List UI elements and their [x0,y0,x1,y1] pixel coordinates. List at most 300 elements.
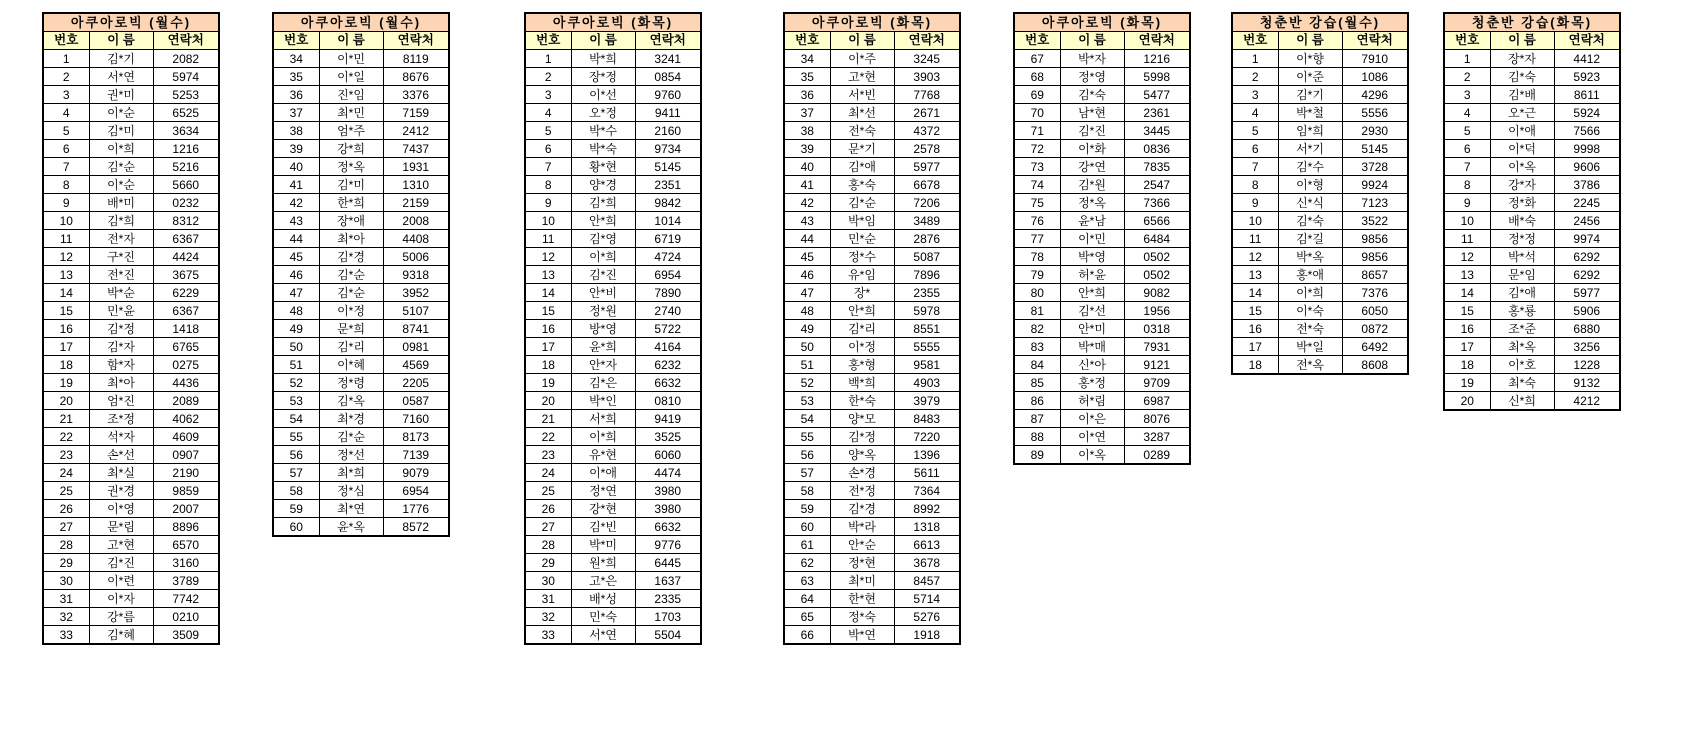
cell-number: 3 [1444,86,1490,104]
cell-number: 19 [1444,374,1490,392]
cell-contact: 0275 [153,356,219,374]
table-row [273,122,449,140]
cell-contact: 5145 [635,158,701,176]
cell-number: 40 [273,158,319,176]
table-row [1014,194,1190,212]
cell-contact: 6613 [894,536,960,554]
cell-contact: 9419 [635,410,701,428]
cell-contact: 7910 [1342,50,1408,68]
table-row [1014,50,1190,68]
table-row [1232,266,1408,284]
cell-number: 8 [1232,176,1278,194]
cell-name: 안*희 [1060,284,1124,302]
cell-name: 박*라 [830,518,894,536]
roster-table [783,12,961,645]
cell-contact: 1216 [1124,50,1190,68]
column-header: 연락처 [1554,32,1620,50]
cell-contact: 0502 [1124,248,1190,266]
cell-number: 4 [43,104,89,122]
table-row [43,356,219,374]
table-row [525,590,701,608]
cell-number: 39 [273,140,319,158]
cell-contact: 0907 [153,446,219,464]
cell-contact: 1310 [383,176,449,194]
cell-contact: 3728 [1342,158,1408,176]
cell-name: 박*희 [571,50,635,68]
table-row [1014,158,1190,176]
cell-contact: 0502 [1124,266,1190,284]
cell-name: 이*옥 [1490,158,1554,176]
cell-number: 27 [43,518,89,536]
cell-number: 14 [525,284,571,302]
cell-number: 41 [784,176,830,194]
table-row [784,410,960,428]
cell-number: 79 [1014,266,1060,284]
column-header: 번호 [1014,32,1060,50]
cell-number: 54 [273,410,319,428]
table-row [43,392,219,410]
cell-contact: 0872 [1342,320,1408,338]
table-row [273,410,449,428]
cell-contact: 4609 [153,428,219,446]
cell-number: 3 [1232,86,1278,104]
cell-number: 37 [273,104,319,122]
cell-contact: 9606 [1554,158,1620,176]
cell-number: 1 [1232,50,1278,68]
cell-name: 홍*숙 [830,176,894,194]
table-row [525,374,701,392]
table-title: 청춘반 강습(화목) [1444,13,1620,32]
cell-number: 26 [525,500,571,518]
cell-name: 서*희 [571,410,635,428]
table-row [1232,230,1408,248]
cell-number: 38 [784,122,830,140]
cell-contact: 6445 [635,554,701,572]
cell-contact: 6880 [1554,320,1620,338]
table-row [525,392,701,410]
cell-name: 황*현 [571,158,635,176]
column-header: 연락처 [894,32,960,50]
cell-name: 양*옥 [830,446,894,464]
cell-contact: 0232 [153,194,219,212]
column-header: 번호 [784,32,830,50]
cell-number: 14 [43,284,89,302]
cell-name: 고*은 [571,572,635,590]
cell-contact: 8076 [1124,410,1190,428]
cell-number: 21 [525,410,571,428]
table-row [784,554,960,572]
table-row [1444,356,1620,374]
cell-number: 5 [1232,122,1278,140]
cell-number: 68 [1014,68,1060,86]
cell-name: 이*화 [1060,140,1124,158]
cell-name: 이*희 [571,248,635,266]
cell-contact: 3287 [1124,428,1190,446]
cell-number: 10 [43,212,89,230]
table-row [784,482,960,500]
cell-name: 박*순 [89,284,153,302]
cell-name: 전*정 [830,482,894,500]
cell-contact: 5216 [153,158,219,176]
table-row [1444,140,1620,158]
cell-contact: 4424 [153,248,219,266]
table-row [784,428,960,446]
cell-number: 48 [273,302,319,320]
cell-number: 31 [43,590,89,608]
cell-name: 홍*정 [1060,374,1124,392]
cell-contact: 2159 [383,194,449,212]
cell-number: 6 [525,140,571,158]
cell-name: 조*준 [1490,320,1554,338]
cell-name: 박*옥 [1278,248,1342,266]
table-row [525,176,701,194]
table-row [1444,338,1620,356]
cell-name: 이*영 [89,500,153,518]
cell-name: 고*현 [89,536,153,554]
cell-name: 권*경 [89,482,153,500]
table-row [1014,428,1190,446]
cell-contact: 8896 [153,518,219,536]
cell-contact: 3675 [153,266,219,284]
cell-number: 44 [784,230,830,248]
table-row [784,536,960,554]
cell-number: 20 [1444,392,1490,411]
cell-number: 74 [1014,176,1060,194]
cell-name: 김*경 [830,500,894,518]
cell-name: 박*영 [1060,248,1124,266]
cell-number: 55 [784,428,830,446]
table-row [1444,248,1620,266]
table-row [1444,212,1620,230]
table-row [273,266,449,284]
table-row [1444,194,1620,212]
cell-contact: 5977 [1554,284,1620,302]
cell-number: 7 [1444,158,1490,176]
cell-name: 정*심 [319,482,383,500]
cell-contact: 9121 [1124,356,1190,374]
table-row [1014,212,1190,230]
cell-number: 56 [784,446,830,464]
cell-name: 전*숙 [1278,320,1342,338]
cell-number: 22 [525,428,571,446]
cell-name: 강*희 [319,140,383,158]
cell-number: 4 [1444,104,1490,122]
table-row [1444,284,1620,302]
cell-name: 조*정 [89,410,153,428]
table-row [273,140,449,158]
cell-name: 김*순 [319,284,383,302]
cell-number: 35 [784,68,830,86]
cell-name: 박*철 [1278,104,1342,122]
cell-name: 배*미 [89,194,153,212]
column-header: 번호 [525,32,571,50]
table-row [43,320,219,338]
table-row [43,446,219,464]
cell-contact: 2335 [635,590,701,608]
cell-name: 김*혜 [89,626,153,645]
cell-name: 이*민 [1060,230,1124,248]
cell-contact: 5906 [1554,302,1620,320]
table-row [43,500,219,518]
cell-contact: 6525 [153,104,219,122]
cell-name: 전*진 [89,266,153,284]
cell-contact: 6570 [153,536,219,554]
cell-contact: 7931 [1124,338,1190,356]
cell-contact: 1216 [153,140,219,158]
cell-contact: 2082 [153,50,219,68]
table-row [43,518,219,536]
table-row [1014,356,1190,374]
cell-name: 김*기 [89,50,153,68]
cell-number: 41 [273,176,319,194]
cell-number: 14 [1444,284,1490,302]
cell-number: 43 [273,212,319,230]
cell-contact: 4724 [635,248,701,266]
cell-name: 한*숙 [830,392,894,410]
cell-number: 12 [1232,248,1278,266]
cell-contact: 1014 [635,212,701,230]
cell-number: 37 [784,104,830,122]
cell-number: 82 [1014,320,1060,338]
table-title: 아쿠아로빅 (화목) [525,13,701,32]
cell-number: 34 [273,50,319,68]
table-row [784,320,960,338]
table-row [784,392,960,410]
cell-number: 31 [525,590,571,608]
cell-number: 11 [525,230,571,248]
cell-number: 4 [1232,104,1278,122]
table-row [43,104,219,122]
table-row [525,356,701,374]
cell-contact: 5977 [894,158,960,176]
cell-number: 33 [525,626,571,645]
cell-name: 이*옥 [1060,446,1124,465]
column-header: 연락처 [383,32,449,50]
table-row [784,158,960,176]
cell-number: 49 [784,320,830,338]
cell-name: 강*현 [571,500,635,518]
cell-name: 문*임 [1490,266,1554,284]
cell-number: 70 [1014,104,1060,122]
cell-number: 52 [784,374,830,392]
cell-contact: 6954 [635,266,701,284]
cell-contact: 1776 [383,500,449,518]
cell-number: 24 [43,464,89,482]
table-row [43,50,219,68]
table-title: 아쿠아로빅 (화목) [1014,13,1190,32]
table-row [784,230,960,248]
cell-contact: 3160 [153,554,219,572]
table-row [784,212,960,230]
cell-number: 32 [43,608,89,626]
cell-contact: 5276 [894,608,960,626]
cell-number: 39 [784,140,830,158]
cell-name: 박*미 [571,536,635,554]
table-row [273,86,449,104]
cell-contact: 0318 [1124,320,1190,338]
cell-number: 12 [43,248,89,266]
cell-name: 정*수 [830,248,894,266]
cell-name: 최*아 [89,374,153,392]
table-row [273,338,449,356]
table-row [1014,266,1190,284]
cell-number: 19 [43,374,89,392]
table-row [273,482,449,500]
table-row [1014,392,1190,410]
cell-number: 53 [273,392,319,410]
cell-number: 29 [43,554,89,572]
cell-number: 84 [1014,356,1060,374]
cell-contact: 7364 [894,482,960,500]
cell-contact: 6060 [635,446,701,464]
cell-contact: 0810 [635,392,701,410]
cell-contact: 2160 [635,122,701,140]
cell-contact: 6954 [383,482,449,500]
table-row [1232,212,1408,230]
cell-name: 정*옥 [1060,194,1124,212]
cell-number: 13 [1232,266,1278,284]
cell-name: 김*희 [89,212,153,230]
cell-name: 한*현 [830,590,894,608]
cell-name: 오*근 [1490,104,1554,122]
table-row [43,140,219,158]
cell-contact: 6566 [1124,212,1190,230]
cell-number: 25 [525,482,571,500]
table-row [1232,158,1408,176]
cell-number: 56 [273,446,319,464]
cell-number: 10 [1232,212,1278,230]
cell-contact: 8572 [383,518,449,537]
cell-name: 이*연 [1060,428,1124,446]
cell-contact: 1931 [383,158,449,176]
cell-number: 7 [1232,158,1278,176]
cell-contact: 2190 [153,464,219,482]
table-row [525,626,701,645]
table-row [1014,302,1190,320]
cell-contact: 4372 [894,122,960,140]
cell-contact: 5974 [153,68,219,86]
cell-contact: 8657 [1342,266,1408,284]
cell-name: 백*희 [830,374,894,392]
cell-name: 이*주 [830,50,894,68]
cell-contact: 7206 [894,194,960,212]
table-row [784,338,960,356]
cell-contact: 3789 [153,572,219,590]
column-header: 이 름 [89,32,153,50]
cell-contact: 5006 [383,248,449,266]
cell-contact: 2578 [894,140,960,158]
cell-name: 한*희 [319,194,383,212]
table-row [43,536,219,554]
cell-name: 문*림 [89,518,153,536]
cell-number: 80 [1014,284,1060,302]
cell-name: 신*아 [1060,356,1124,374]
cell-number: 11 [1232,230,1278,248]
cell-name: 손*경 [830,464,894,482]
column-header: 이 름 [830,32,894,50]
cell-contact: 9581 [894,356,960,374]
table-row [1444,68,1620,86]
cell-contact: 3245 [894,50,960,68]
table-row [43,158,219,176]
cell-number: 73 [1014,158,1060,176]
cell-number: 50 [273,338,319,356]
cell-name: 최*미 [830,572,894,590]
cell-number: 8 [1444,176,1490,194]
cell-name: 최*민 [319,104,383,122]
table-title: 청춘반 강습(월수) [1232,13,1408,32]
cell-number: 40 [784,158,830,176]
cell-contact: 6492 [1342,338,1408,356]
cell-name: 정*선 [319,446,383,464]
table-row [43,68,219,86]
cell-name: 김*진 [1060,122,1124,140]
table-row [784,104,960,122]
cell-name: 이*향 [1278,50,1342,68]
cell-number: 5 [525,122,571,140]
cell-name: 최*연 [319,500,383,518]
cell-contact: 1418 [153,320,219,338]
cell-name: 박*자 [1060,50,1124,68]
table-row [525,410,701,428]
cell-number: 6 [1444,140,1490,158]
table-row [1014,230,1190,248]
table-row [525,104,701,122]
cell-name: 양*경 [571,176,635,194]
cell-number: 60 [273,518,319,537]
table-row [525,464,701,482]
table-row [43,464,219,482]
table-row [1014,104,1190,122]
cell-name: 김*정 [89,320,153,338]
table-row [43,338,219,356]
table-row [784,464,960,482]
cell-contact: 8551 [894,320,960,338]
table-row [43,554,219,572]
cell-name: 김*미 [89,122,153,140]
table-row [273,500,449,518]
cell-number: 49 [273,320,319,338]
cell-number: 10 [525,212,571,230]
cell-contact: 9856 [1342,230,1408,248]
cell-name: 홍*형 [830,356,894,374]
table-title: 아쿠아로빅 (월수) [273,13,449,32]
cell-number: 63 [784,572,830,590]
table-row [525,212,701,230]
cell-number: 36 [784,86,830,104]
table-row [525,68,701,86]
cell-name: 김*진 [571,266,635,284]
table-row [1014,320,1190,338]
cell-name: 서*빈 [830,86,894,104]
cell-number: 6 [1232,140,1278,158]
cell-contact: 9974 [1554,230,1620,248]
cell-contact: 8312 [153,212,219,230]
table-row [525,446,701,464]
cell-number: 4 [525,104,571,122]
cell-name: 이*희 [89,140,153,158]
cell-name: 서*연 [89,68,153,86]
cell-contact: 8483 [894,410,960,428]
cell-number: 55 [273,428,319,446]
roster-table [1231,12,1409,375]
table-row [1014,176,1190,194]
table-row [273,302,449,320]
cell-number: 12 [525,248,571,266]
cell-number: 23 [43,446,89,464]
cell-number: 42 [273,194,319,212]
cell-name: 손*선 [89,446,153,464]
